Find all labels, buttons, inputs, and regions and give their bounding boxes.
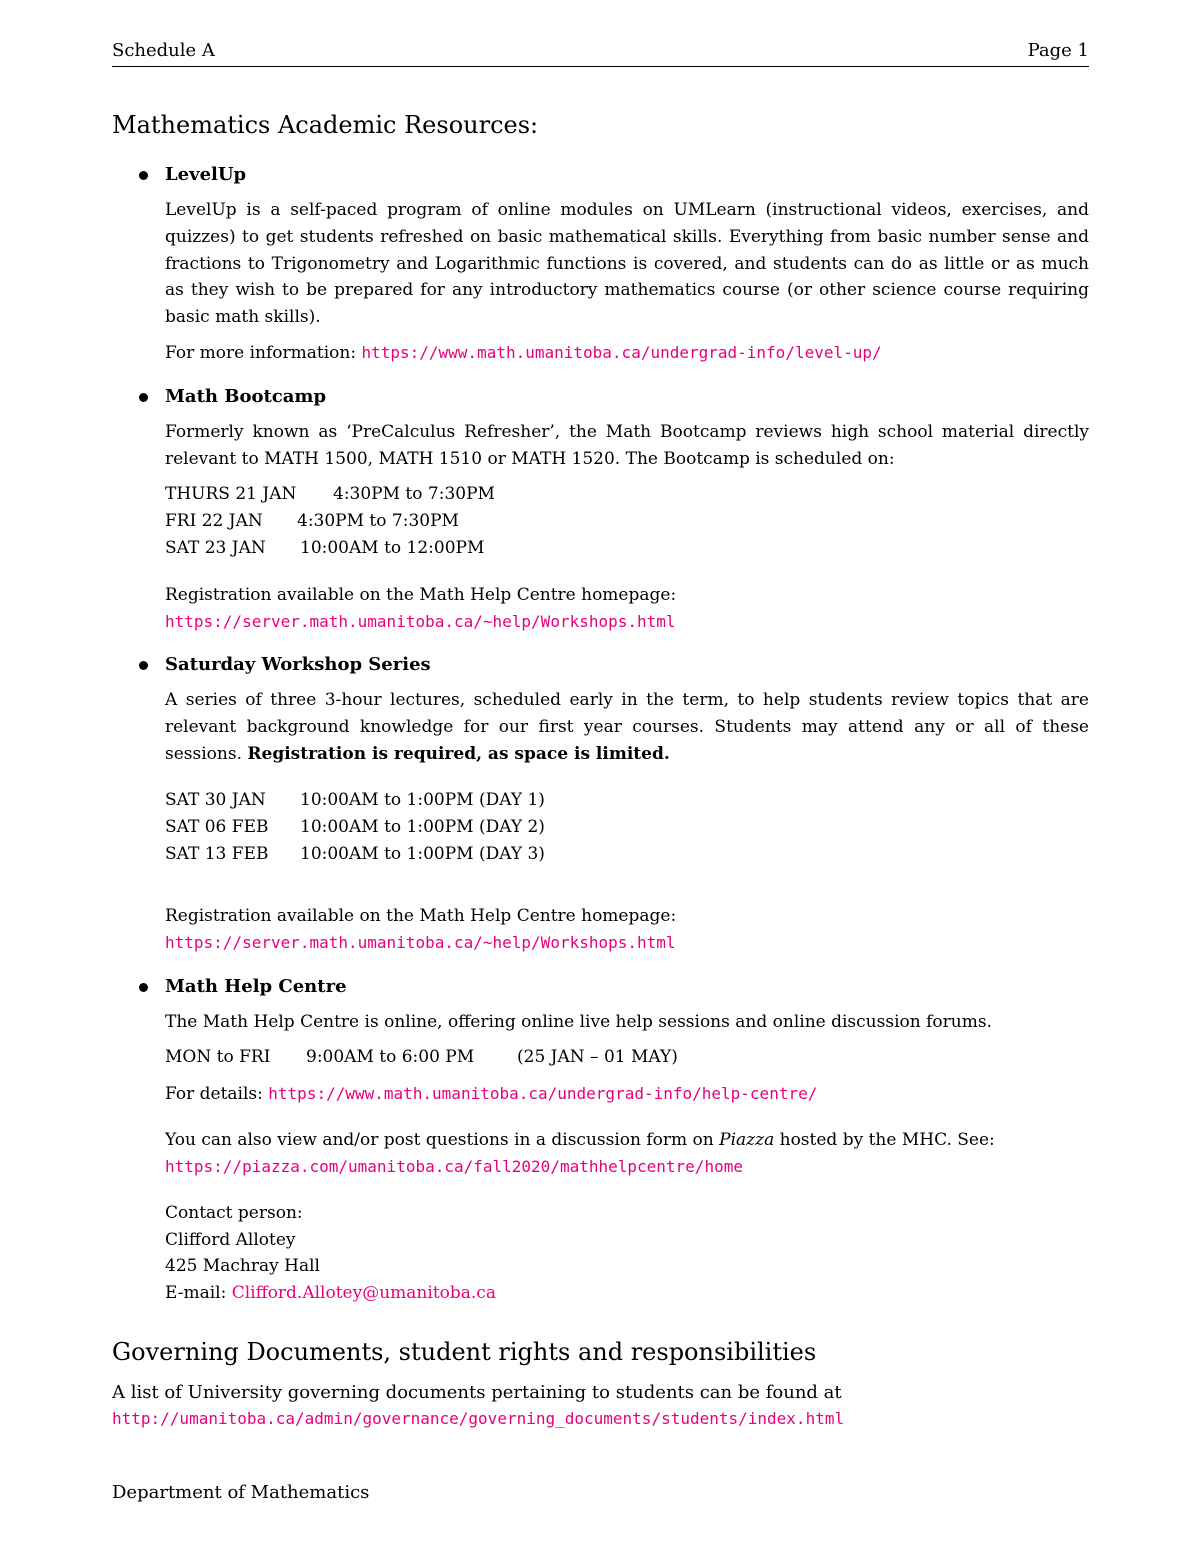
schedule-day: SAT 23 JAN	[165, 537, 266, 558]
schedule-time: 10:00AM to 1:00PM (DAY 3)	[300, 843, 545, 864]
email-label: E-mail:	[165, 1283, 232, 1303]
page-number: Page 1	[1027, 40, 1089, 61]
contact-email-line	[165, 1280, 496, 1307]
workshop-registration-link[interactable]: https://server.math.umanitoba.ca/~help/Workshops.html	[165, 933, 676, 952]
levelup-link[interactable]: https://www.math.umanitoba.ca/undergrad-info/level-up/	[361, 343, 882, 362]
bootcamp-registration-link[interactable]: https://server.math.umanitoba.ca/~help/Workshops.html	[165, 612, 676, 631]
header-left: Schedule A	[112, 40, 215, 61]
piazza-name: Piazza	[719, 1130, 775, 1150]
helpcentre-title: Math Help Centre	[165, 976, 347, 997]
bootcamp-description: Formerly known as ‘PreCalculus Refresher’, the Math Bootcamp reviews high school material directly relevant to MATH 1500, MATH 1510 or MATH 1520. The Bootcamp is scheduled on:	[165, 422, 1089, 469]
levelup-info-label: For more information:	[165, 343, 362, 363]
workshop-desc-text: A series of three 3-hour lectures, scheduled early in the term, to help students review topics that are relevant background knowledge for our first year courses. Students may attend any or all of these sessions.	[165, 690, 1089, 764]
helpcentre-hours	[165, 1044, 725, 1071]
schedule-time: 10:00AM to 1:00PM (DAY 2)	[300, 816, 545, 837]
contact-label: Contact person:	[165, 1203, 303, 1223]
section-title-governing: Governing Documents, student rights and responsibilities	[112, 1338, 817, 1366]
bullet-icon	[139, 983, 148, 992]
helpcentre-details	[165, 1081, 817, 1108]
section-title-resources: Mathematics Academic Resources:	[112, 111, 539, 139]
page-header	[112, 40, 1089, 67]
schedule-time: 10:00AM to 1:00PM (DAY 1)	[300, 790, 545, 810]
contact-email-link[interactable]: Clifford.Allotey@umanitoba.ca	[231, 1283, 496, 1303]
levelup-info	[165, 340, 882, 367]
governing-text: A list of University governing documents pertaining to students can be found at	[112, 1382, 842, 1403]
bullet-icon	[139, 661, 148, 670]
bootcamp-title: Math Bootcamp	[165, 386, 327, 407]
details-label: For details:	[165, 1084, 269, 1104]
schedule-day: FRI 22 JAN	[165, 510, 263, 531]
contact-office: 425 Machray Hall	[165, 1256, 320, 1276]
hours-time: 9:00AM to 6:00 PM	[306, 1047, 475, 1067]
schedule-day: SAT 30 JAN	[165, 790, 266, 810]
hours-day: MON to FRI	[165, 1047, 271, 1067]
levelup-description: LevelUp is a self-paced program of online modules on UMLearn (instructional videos, exercises, and quizzes) to get students refreshed on basic mathematical skills. Everything from basic number sense and fractions to Trigonometry and Logarithmic functions is covered, and students can do as little or as much as they wish to be prepared for any introductory mathematics course (or other science course requiring basic math skills).	[165, 200, 1089, 328]
schedule-day: SAT 06 FEB	[165, 816, 269, 837]
governing-line	[112, 1406, 844, 1432]
bootcamp-registration-label: Registration available on the Math Help Centre homepage:	[165, 585, 677, 605]
workshop-registration-line	[165, 930, 676, 957]
workshop-description	[165, 687, 1089, 767]
helpcentre-description: The Math Help Centre is online, offering online live help sessions and online discussion forums.	[165, 1012, 992, 1032]
piazza-text-pre: You can also view and/or post questions in a discussion form on	[165, 1130, 720, 1150]
schedule-time: 10:00AM to 12:00PM	[300, 537, 485, 558]
workshop-registration-label: Registration available on the Math Help Centre homepage:	[165, 906, 677, 926]
bullet-icon	[139, 171, 148, 180]
schedule-time: 4:30PM to 7:30PM	[333, 484, 495, 504]
workshop-desc-bold: Registration is required, as space is limited.	[247, 743, 670, 764]
piazza-line	[165, 1154, 743, 1181]
hours-range: (25 JAN – 01 MAY)	[517, 1047, 678, 1067]
schedule-time: 4:30PM to 7:30PM	[297, 510, 459, 531]
piazza-link[interactable]: https://piazza.com/umanitoba.ca/fall2020/mathhelpcentre/home	[165, 1157, 743, 1176]
piazza-text-post: hosted by the MHC. See:	[774, 1130, 995, 1150]
levelup-title: LevelUp	[165, 164, 247, 185]
piazza-text	[165, 1127, 995, 1154]
workshop-title: Saturday Workshop Series	[165, 654, 431, 675]
helpcentre-link[interactable]: https://www.math.umanitoba.ca/undergrad-info/help-centre/	[268, 1084, 818, 1103]
schedule-day: SAT 13 FEB	[165, 843, 269, 864]
governing-link[interactable]: http://umanitoba.ca/admin/governance/governing_documents/students/index.html	[112, 1409, 845, 1428]
page-footer: Department of Mathematics	[112, 1482, 370, 1503]
contact-name: Clifford Allotey	[165, 1230, 296, 1250]
bootcamp-registration-line	[165, 609, 676, 636]
bullet-icon	[139, 393, 148, 402]
schedule-day: THURS 21 JAN	[165, 484, 297, 504]
